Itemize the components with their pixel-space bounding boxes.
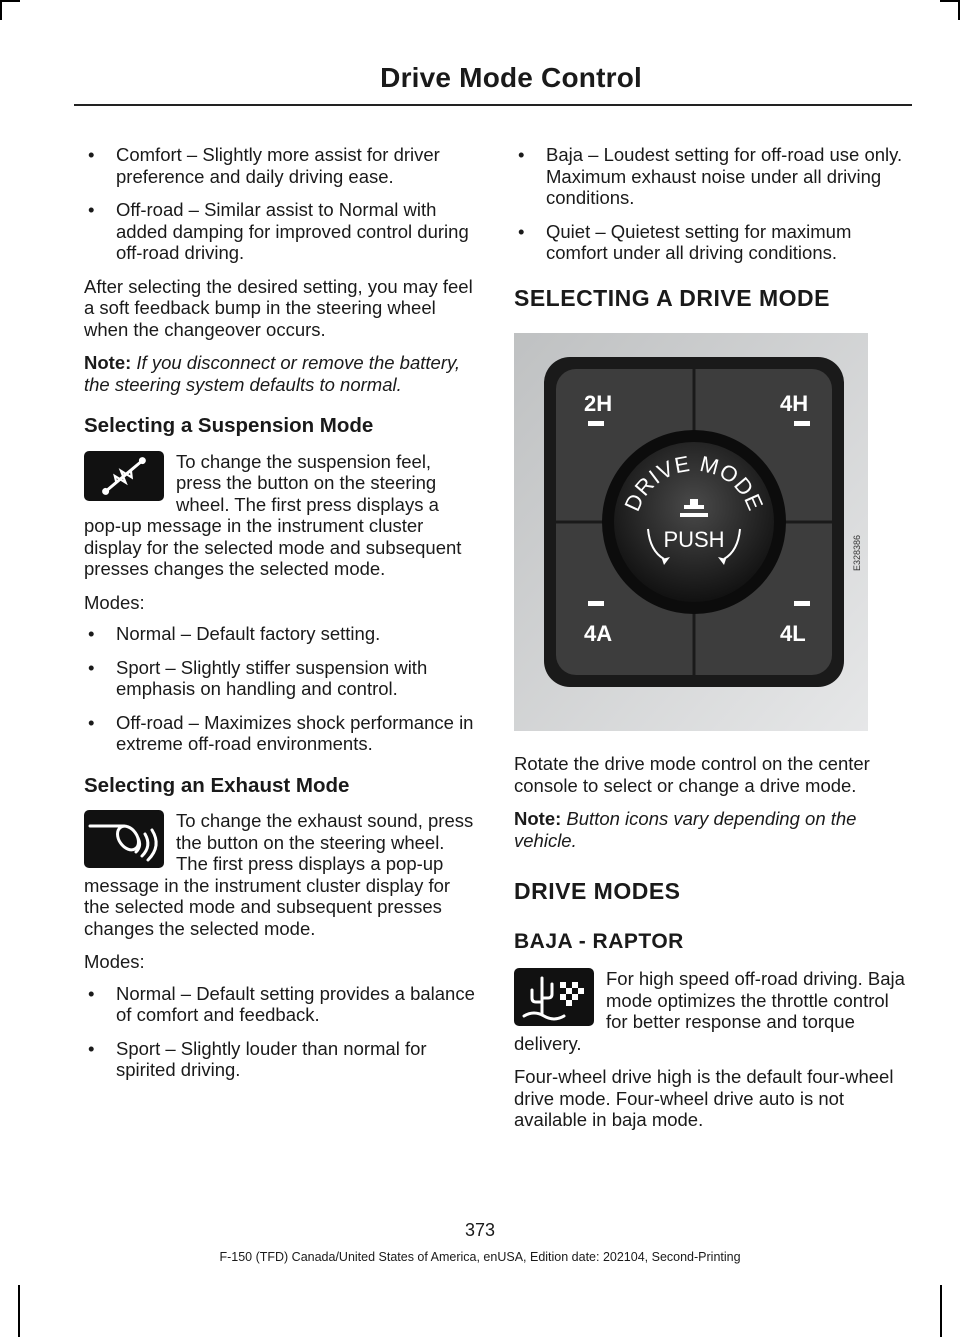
figure-code: E328386 <box>852 534 862 572</box>
baja-text: For high speed off-road driving. Baja mode optimizes the throttle control for better response and torque delivery. <box>514 968 905 1054</box>
section-heading: SELECTING A DRIVE MODE <box>514 284 830 311</box>
mode-label-2h: 2H <box>584 391 613 416</box>
crop-mark <box>940 1285 942 1337</box>
page-title: Drive Mode Control <box>380 62 642 93</box>
page-number: 373 <box>464 1220 496 1240</box>
suspension-paragraph <box>84 451 476 580</box>
paragraph: Four-wheel drive high is the default four-wheel drive mode. Four-wheel drive auto is not available in baja mode. <box>514 1066 894 1130</box>
baja-icon <box>514 968 594 1026</box>
crop-mark <box>940 0 960 2</box>
exhaust-icon <box>84 810 164 868</box>
crop-mark <box>0 0 20 2</box>
right-column <box>514 144 908 1143</box>
knob-push-label: PUSH <box>663 527 725 552</box>
modes-label: Modes: <box>84 951 145 972</box>
section-heading: Selecting an Exhaust Mode <box>84 773 350 797</box>
section-heading: BAJA - RAPTOR <box>514 929 684 953</box>
crop-mark <box>0 0 2 20</box>
list-item: • Normal – Default setting provides a balance of comfort and feedback. <box>84 983 476 1026</box>
note-text: If you disconnect or remove the battery, the steering system defaults to normal. <box>84 352 460 395</box>
modes-label: Modes: <box>84 591 145 613</box>
list-item: • Baja – Loudest setting for off-road use only. Maximum exhaust noise under all driving conditions. <box>514 144 908 209</box>
list-item: • Comfort – Slightly more assist for driver preference and daily driving ease. <box>84 144 476 187</box>
list-item: • Quiet – Quietest setting for maximum comfort under all driving conditions. <box>514 221 908 264</box>
header-rule <box>74 104 912 106</box>
note-label: Note: <box>514 808 562 829</box>
list-item: • Off-road – Maximizes shock performance in extreme off-road environments. <box>84 712 476 755</box>
baja-paragraph <box>514 968 908 1054</box>
suspension-text: To change the suspension feel, press the button on the steering wheel. The first press displays a pop-up message in the instrument cluster display for the selected mode and subsequent presses changes the selected mode. <box>84 450 462 579</box>
mode-label-4l: 4L <box>780 621 806 646</box>
list-item: • Sport – Slightly louder than normal for spirited driving. <box>84 1038 476 1081</box>
suspension-icon <box>84 451 164 501</box>
left-column <box>84 144 476 1093</box>
note-text: Button icons vary depending on the vehicle. <box>514 808 857 851</box>
exhaust-text: To change the exhaust sound, press the button on the steering wheel. The first press displays a pop-up message in the instrument cluster display for the selected mode and subsequent presses changes the selected mode. <box>84 810 474 939</box>
mode-label-4a: 4A <box>584 621 613 646</box>
mode-label-4h: 4H <box>780 391 809 416</box>
drive-mode-figure <box>514 333 868 731</box>
crop-mark <box>18 1285 20 1337</box>
list-item: • Sport – Slightly stiffer suspension with emphasis on handling and control. <box>84 657 476 700</box>
section-heading: Selecting a Suspension Mode <box>84 414 374 437</box>
note-label: Note: <box>84 352 132 373</box>
section-heading: DRIVE MODES <box>514 878 681 904</box>
footer-info: F-150 (TFD) Canada/United States of America, enUSA, Edition date: 202104, Second-Printing <box>219 1250 741 1264</box>
note <box>514 808 908 851</box>
list-item: • Off-road – Similar assist to Normal with added damping for improved control during off-road driving. <box>84 199 476 264</box>
paragraph: Rotate the drive mode control on the center console to select or change a drive mode. <box>514 753 870 796</box>
knob-arc-label: DRIVE MODE <box>619 450 769 515</box>
note <box>84 352 476 395</box>
exhaust-paragraph <box>84 810 476 939</box>
list-item: • Normal – Default factory setting. <box>84 623 476 645</box>
paragraph: After selecting the desired setting, you may feel a soft feedback bump in the steering wheel when the changeover occurs. <box>84 275 473 340</box>
